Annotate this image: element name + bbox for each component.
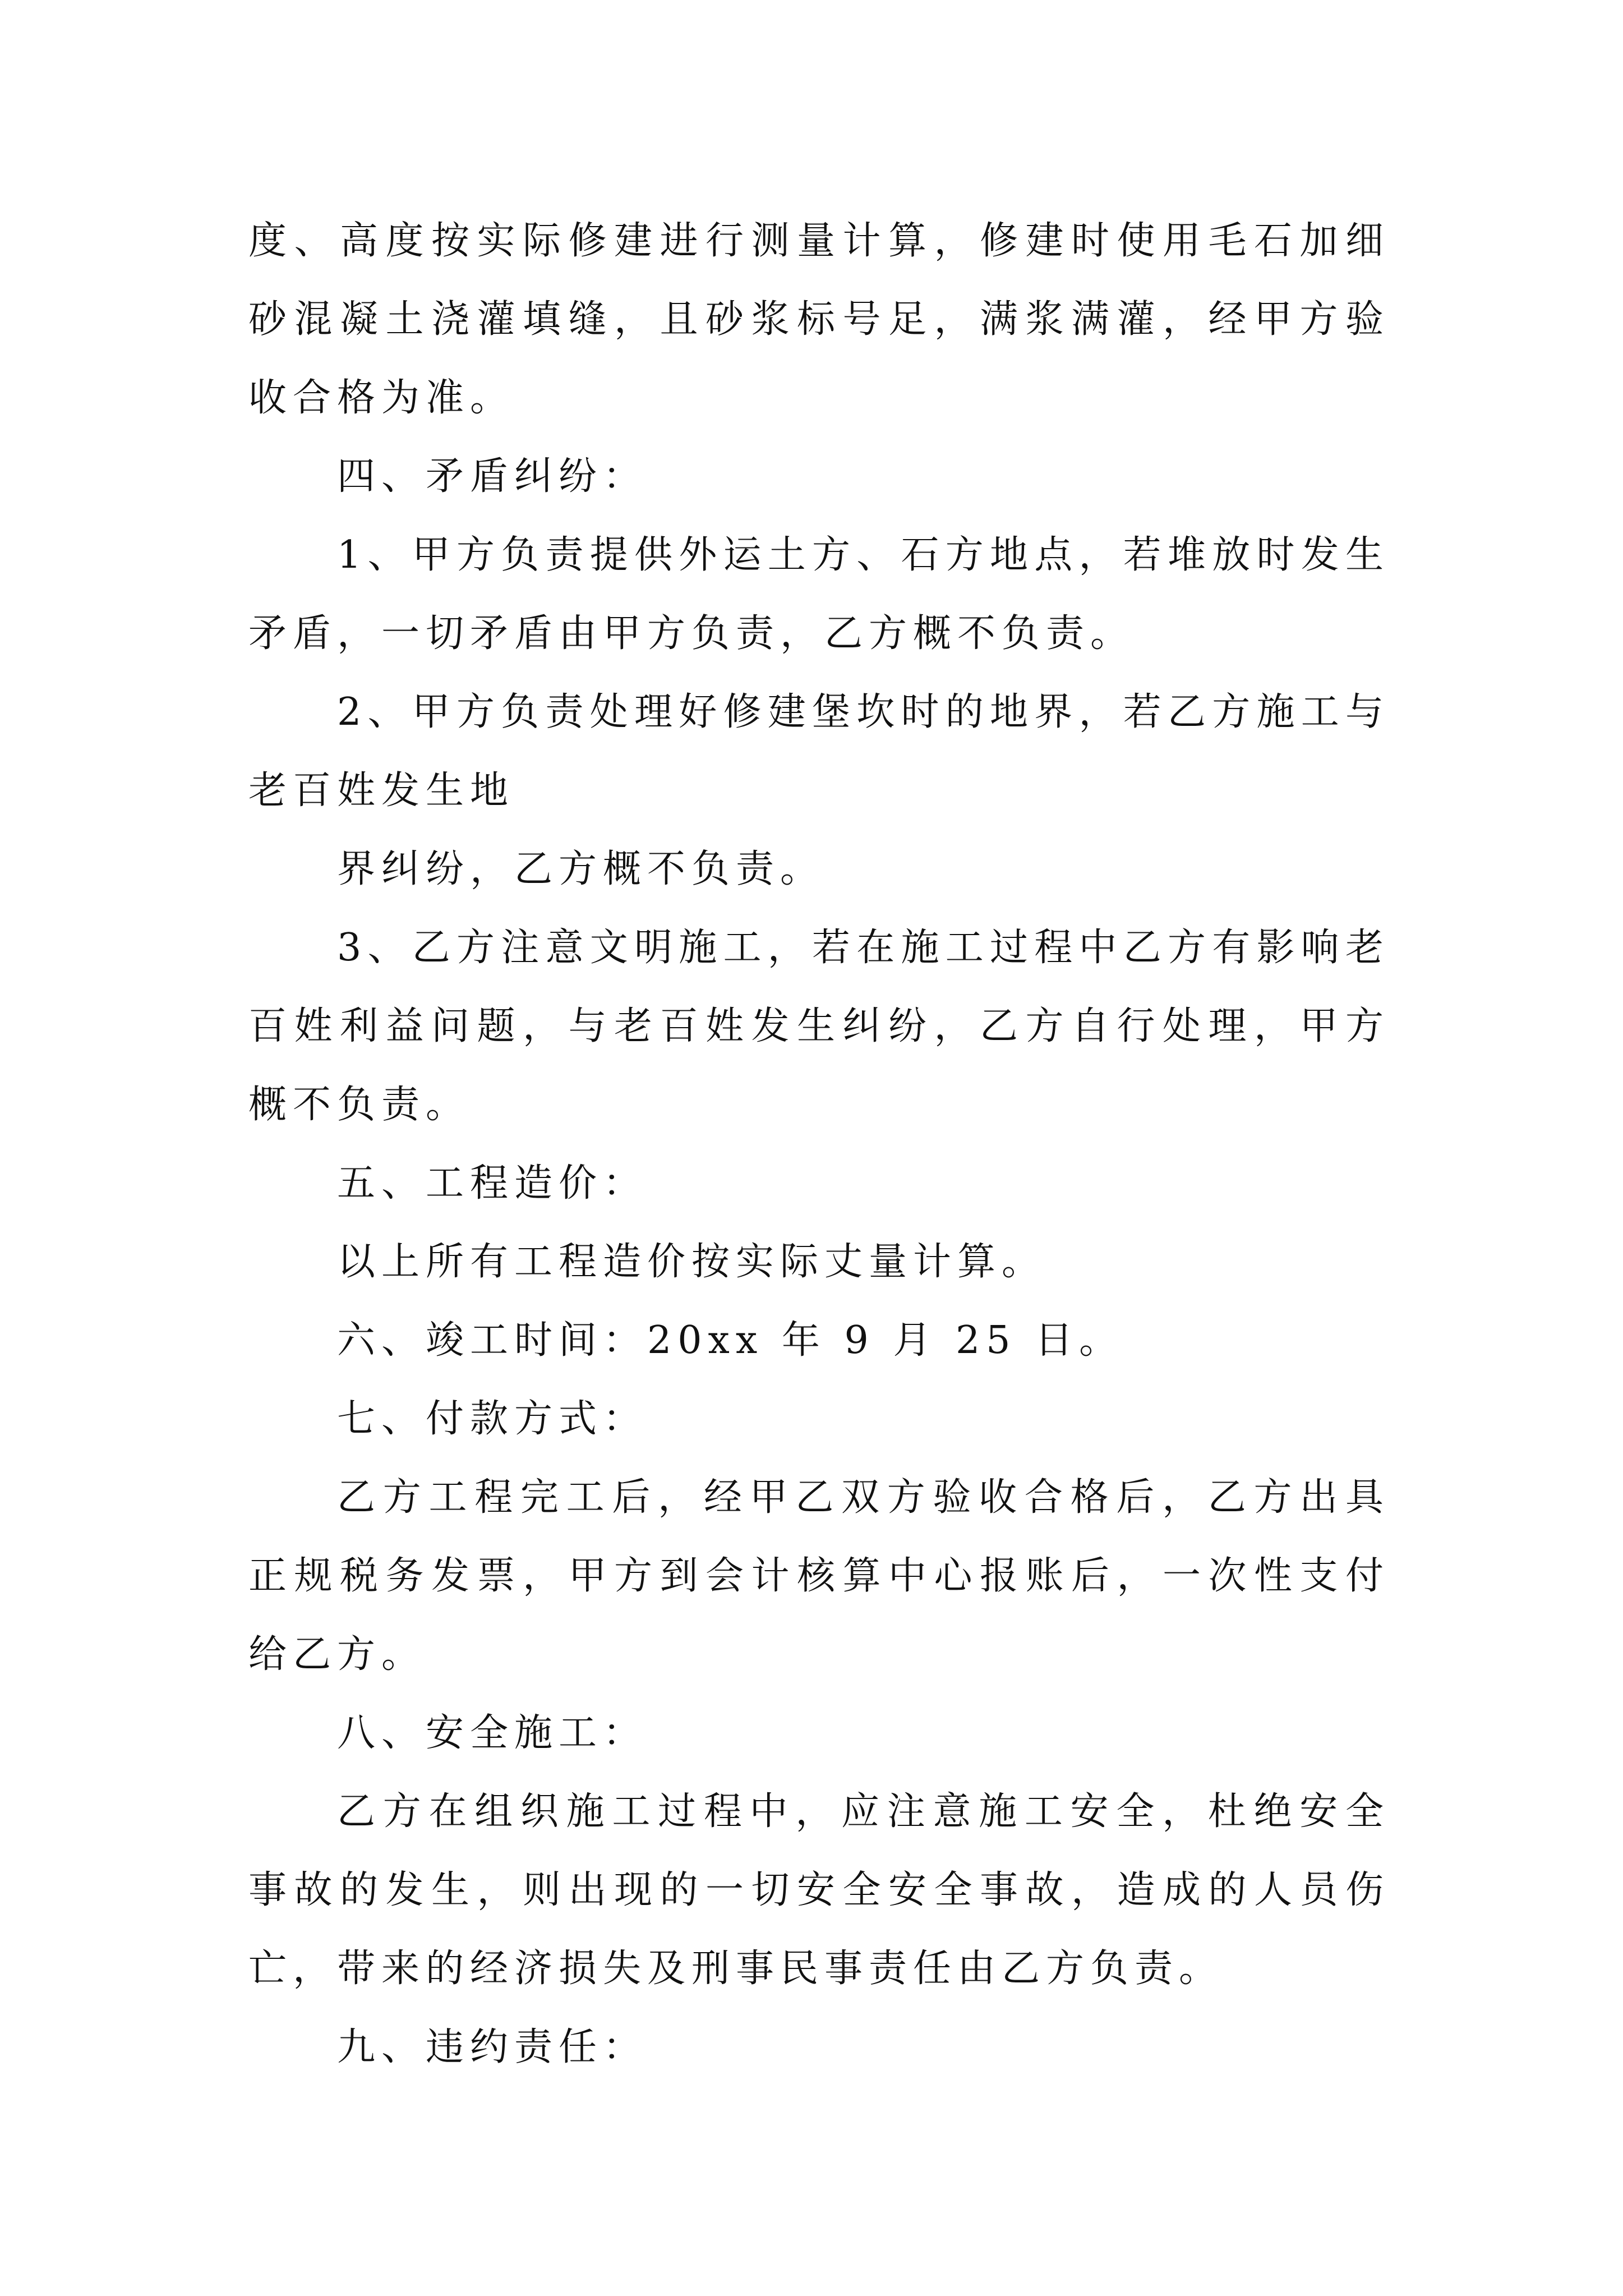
paragraph-safety: 乙方在组织施工过程中，应注意施工安全，杜绝安全事故的发生，则出现的一切安全安全事故，造成的人员伤亡，带来的经济损失及刑事民事责任由乙方负责。: [248, 1789, 1390, 1991]
section-heading-completion-date: 六、竣工时间：20xx 年 9 月 25 日。: [337, 1318, 1124, 1363]
section-heading-cost: 五、工程造价：: [337, 1161, 648, 1205]
paragraph-dispute-2-part-b: 界纠纷，乙方概不负责。: [337, 847, 825, 891]
paragraph-dispute-3: 3、乙方注意文明施工，若在施工过程中乙方有影响老百姓利益问题，与老百姓发生纠纷，乙方自行处理，甲方概不负责。: [248, 926, 1390, 1127]
paragraph-continuation: 度、高度按实际修建进行测量计算，修建时使用毛石加细砂混凝土浇灌填缝，且砂浆标号足，满浆满灌，经甲方验收合格为准。: [248, 219, 1390, 420]
paragraph-payment: 乙方工程完工后，经甲乙双方验收合格后，乙方出具正规税务发票，甲方到会计核算中心报账后，一次性支付给乙方。: [248, 1475, 1390, 1677]
paragraph-dispute-2-part-a: 2、甲方负责处理好修建堡坎时的地界，若乙方施工与老百姓发生地: [248, 690, 1390, 813]
section-heading-dispute: 四、矛盾纠纷：: [337, 454, 648, 499]
paragraph-dispute-1: 1、甲方负责提供外运土方、石方地点，若堆放时发生矛盾，一切矛盾由甲方负责，乙方概不负责。: [248, 533, 1390, 656]
section-heading-safety: 八、安全施工：: [337, 1711, 648, 1755]
section-heading-breach: 九、违约责任：: [337, 2025, 648, 2069]
document-body: [248, 202, 1390, 2087]
paragraph-cost: 以上所有工程造价按实际丈量计算。: [337, 1240, 1046, 1284]
section-heading-payment: 七、付款方式：: [337, 1397, 648, 1441]
